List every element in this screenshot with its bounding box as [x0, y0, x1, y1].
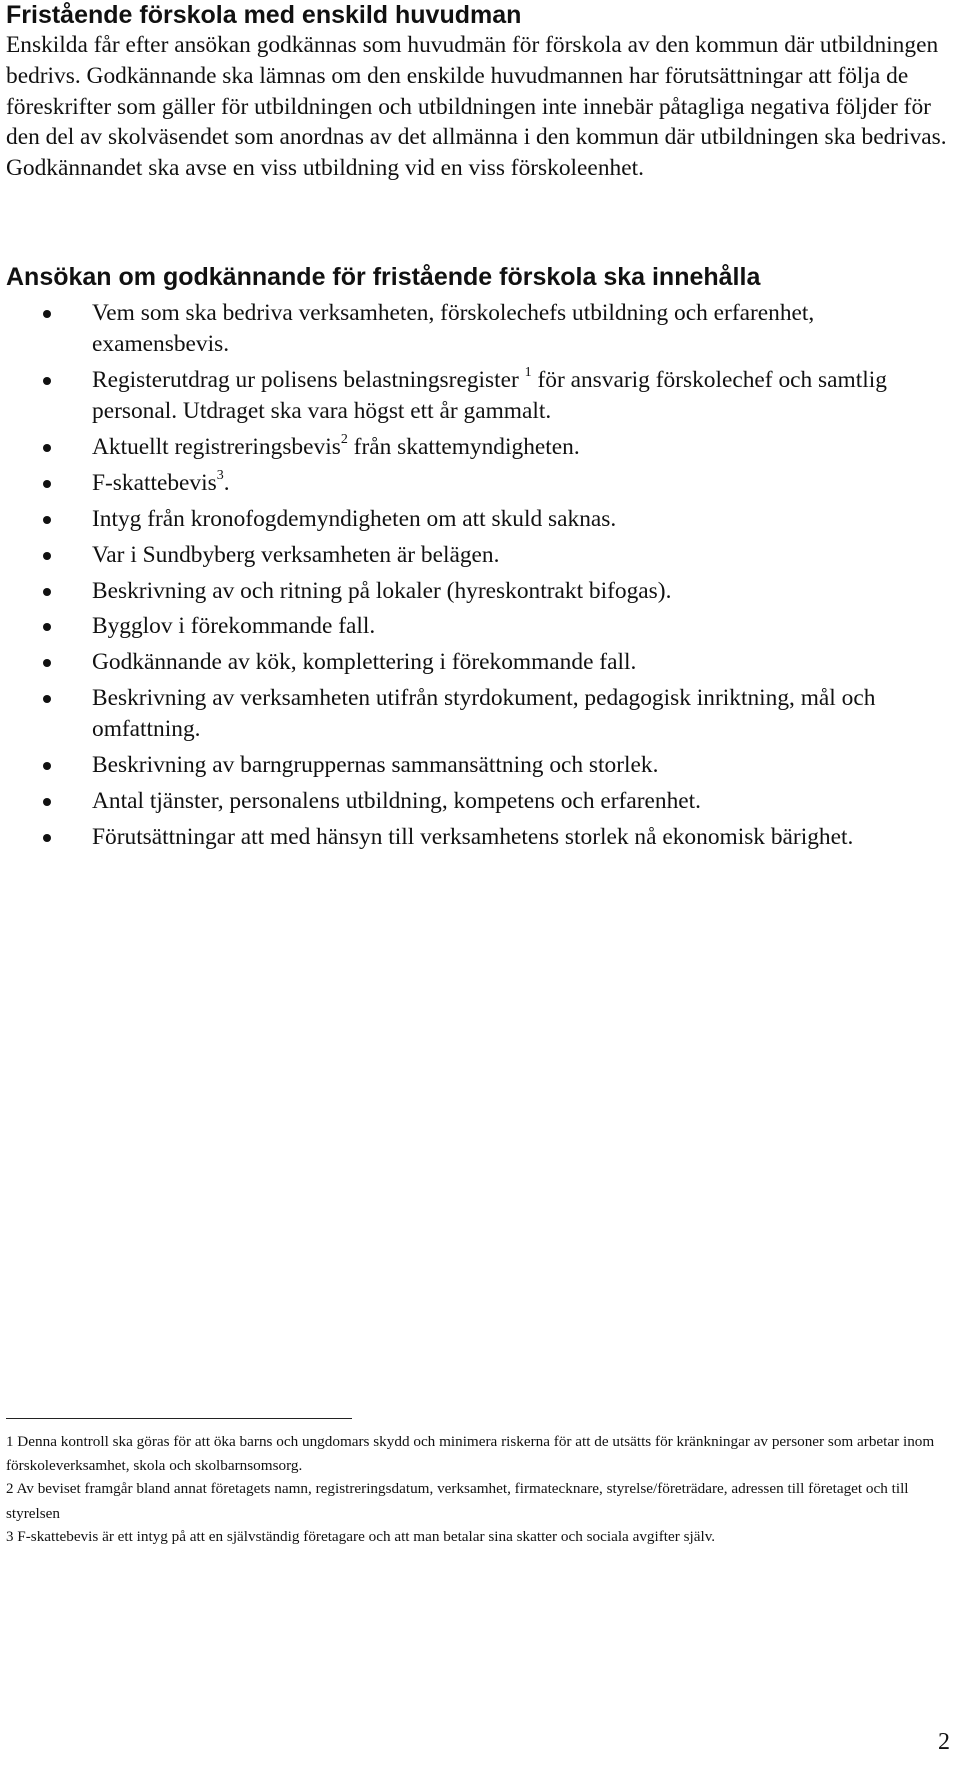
- footnote-text: Av beviset framgår bland annat företagets namn, registreringsdatum, verksamhet, firmatecknare, styrelse/företrädare, adressen till företaget och till styrelsen: [6, 1480, 909, 1522]
- list-item-text: Beskrivning av verksamheten utifrån styrdokument, pedagogisk inriktning, mål och omfattning.: [92, 685, 876, 743]
- list-item: [0, 468, 952, 499]
- list-item: [0, 611, 952, 642]
- footnote-number: 2: [6, 1481, 14, 1498]
- list-item-text: från skattemyndigheten.: [347, 433, 580, 460]
- footnote-ref: 2: [340, 431, 348, 447]
- bullet-icon: [43, 695, 51, 703]
- list-item: [0, 365, 952, 427]
- list-item: [0, 683, 952, 745]
- footnote-divider: [6, 1418, 352, 1419]
- list-item: [0, 750, 952, 781]
- list-item: [0, 298, 952, 360]
- list-item-text: Förutsättningar att med hänsyn till verksamhetens storlek nå ekonomisk bärighet.: [92, 824, 854, 851]
- list-item-text: Var i Sundbyberg verksamheten är belägen.: [92, 541, 500, 568]
- list-item-text: Intyg från kronofogdemyndigheten om att skuld saknas.: [92, 505, 617, 532]
- footnote-text: F-skattebevis är ett intyg på att en självständig företagare och att man betalar sina skatter och sociala avgifter själv.: [17, 1527, 716, 1545]
- list-item-text: Vem som ska bedriva verksamheten, förskolechefs utbildning och erfarenhet, examensbevis.: [92, 300, 815, 357]
- requirements-list: [0, 298, 960, 858]
- footnote-text: Denna kontroll ska göras för att öka barns och ungdomars skydd och minimera riskerna för att de utsätts för kränkningar av personer som arbetar inom förskoleverksamhet, skola och skolbarnsomsorg.: [6, 1433, 935, 1475]
- list-item: [0, 576, 952, 607]
- section-heading: Fristående förskola med enskild huvudman: [6, 1, 522, 29]
- intro-paragraph: Enskilda får efter ansökan godkännas som huvudmän för förskola av den kommun där utbildningen bedrivs. Godkännande ska lämnas om den enskilde huvudmannen har förutsättningar att följa de föreskrifter som gäller för utbildningen och utbildningen inte innebär påtagliga negativa följder för den del av skolväsendet som anordnas av det allmänna i den kommun där utbildningen ska bedrivas. Godkännandet ska avse en viss utbildning vid en viss förskoleenhet.: [6, 32, 947, 182]
- footnote: [6, 1477, 956, 1524]
- list-item: [0, 786, 952, 817]
- bullet-icon: [43, 659, 51, 667]
- bullet-icon: [43, 310, 51, 318]
- footnote: [6, 1430, 956, 1477]
- footnote-number: 3: [6, 1528, 14, 1545]
- bullet-icon: [43, 798, 51, 806]
- list-item-text: för ansvarig förskolechef och samtlig personal. Utdraget ska vara högst ett år gammalt.: [92, 366, 887, 424]
- footnote-ref: 3: [216, 467, 224, 483]
- list-item: [0, 822, 952, 853]
- bullet-icon: [43, 377, 51, 385]
- footnote-ref: 1: [524, 364, 532, 380]
- list-item-text: Godkännande av kök, komplettering i förekommande fall.: [92, 649, 637, 676]
- requirements-heading: Ansökan om godkännande för fristående förskola ska innehålla: [6, 263, 761, 291]
- bullet-icon: [43, 444, 51, 452]
- list-item-text: Registerutdrag ur polisens belastningsregister: [92, 366, 525, 393]
- list-item: [0, 540, 952, 571]
- list-item-text: Aktuellt registreringsbevis: [92, 433, 341, 460]
- footnotes: [6, 1430, 956, 1549]
- footnote-number: 1: [6, 1434, 14, 1450]
- list-item-text: .: [223, 469, 230, 496]
- bullet-icon: [43, 480, 51, 488]
- list-item-text: Bygglov i förekommande fall.: [92, 613, 376, 640]
- list-item-text: F-skattebevis: [92, 469, 217, 496]
- footnote: [6, 1525, 956, 1549]
- bullet-icon: [43, 834, 51, 842]
- bullet-icon: [43, 516, 51, 524]
- bullet-icon: [43, 623, 51, 631]
- bullet-icon: [43, 588, 51, 596]
- bullet-icon: [43, 762, 51, 770]
- list-item: [0, 432, 952, 463]
- page-number: 2: [938, 1729, 950, 1755]
- list-item-text: Beskrivning av och ritning på lokaler (hyreskontrakt bifogas).: [92, 577, 672, 604]
- list-item-text: Beskrivning av barngruppernas sammansättning och storlek.: [92, 752, 659, 779]
- list-item: [0, 647, 952, 678]
- list-item-text: Antal tjänster, personalens utbildning, kompetens och erfarenhet.: [92, 788, 701, 815]
- list-item: [0, 504, 952, 535]
- bullet-icon: [43, 552, 51, 560]
